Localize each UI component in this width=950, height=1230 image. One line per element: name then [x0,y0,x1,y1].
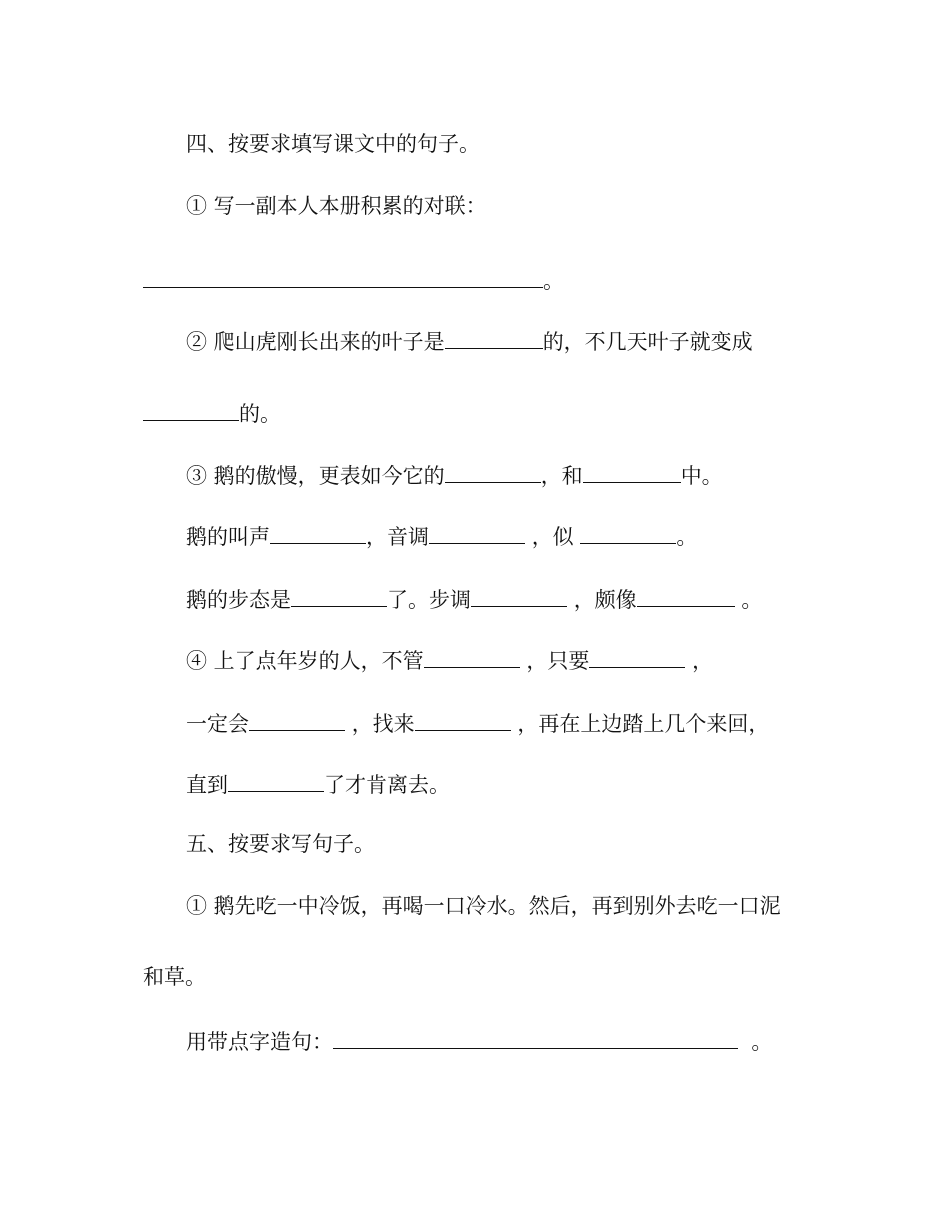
q4-line2 [186,708,769,738]
q3-text-g: 。 [676,525,698,549]
q3-blank-5[interactable] [580,521,676,544]
q2-text-b: 的，不几天叶子就变成 [542,330,753,354]
q3-blank-7[interactable] [471,584,567,607]
q3-text-i: 了。步调 [387,588,471,612]
s5-q1-line3 [186,1026,772,1056]
q3-text-f: ，似 [531,525,574,549]
q2-line2 [143,398,281,428]
q3-text-j: ，颇像 [573,588,637,612]
q4-blank-2[interactable] [589,645,685,668]
q1-prompt: ① 写一副本人本册积累的对联： [186,194,487,218]
q3-line3 [186,584,762,614]
q1-answer-line [143,265,564,295]
q3-blank-6[interactable] [291,584,387,607]
s5-q1-line2: 和草。 [143,965,206,989]
q4-blank-4[interactable] [415,708,511,731]
q3-text-k: 。 [741,588,763,612]
s5-q1-blank[interactable] [333,1026,738,1049]
q4-text-h: 了才肯离去。 [324,773,450,797]
q3-text-h: 鹅的步态是 [186,588,291,612]
q3-text-b: ，和 [540,464,583,488]
q1-end-punct: 。 [543,269,564,293]
q2-text-end: 的。 [239,402,281,426]
q3-blank-3[interactable] [270,521,366,544]
q3-line2 [186,521,697,551]
s5-q1-line1: ① 鹅先吃一中冷饭，再喝一口冷水。然后，再到别外去吃一口泥 [186,894,781,918]
q4-text-a: ④ 上了点年岁的人，不管 [186,649,424,673]
q3-blank-1[interactable] [445,460,541,483]
q3-blank-2[interactable] [583,460,681,483]
q4-text-g: 直到 [186,773,228,797]
q4-line3 [186,769,450,799]
q3-text-e: ，音调 [366,525,429,549]
q4-text-e: ，找来 [351,712,415,736]
q3-blank-8[interactable] [637,584,735,607]
q3-text-d: 鹅的叫声 [186,525,270,549]
s5-q1-text-a: 用带点字造句： [186,1030,333,1054]
q1-blank[interactable] [143,265,543,288]
q2-text-a: ② 爬山虎刚长出来的叶子是 [186,330,445,354]
s5-q1-end-punct: 。 [751,1030,773,1054]
q4-text-b: ，只要 [526,649,590,673]
q4-line1 [186,645,713,675]
section4-heading: 四、按要求填写课文中的句子。 [186,132,480,156]
q3-text-a: ③ 鹅的傲慢，更表如今它的 [186,464,445,488]
q2-blank-1[interactable] [445,326,543,349]
q4-text-f: ，再在上边踏上几个来回， [517,712,770,736]
q4-blank-5[interactable] [228,769,324,792]
q2-blank-2[interactable] [143,398,239,421]
q4-blank-3[interactable] [249,708,345,731]
q4-blank-1[interactable] [424,645,520,668]
q4-text-d: 一定会 [186,712,249,736]
q4-text-c: ， [692,649,714,673]
q3-text-c: 中。 [680,464,723,488]
q2-line1 [186,326,753,356]
q3-blank-4[interactable] [429,521,525,544]
section5-heading: 五、按要求写句子。 [186,832,375,856]
q3-line1 [186,460,723,490]
